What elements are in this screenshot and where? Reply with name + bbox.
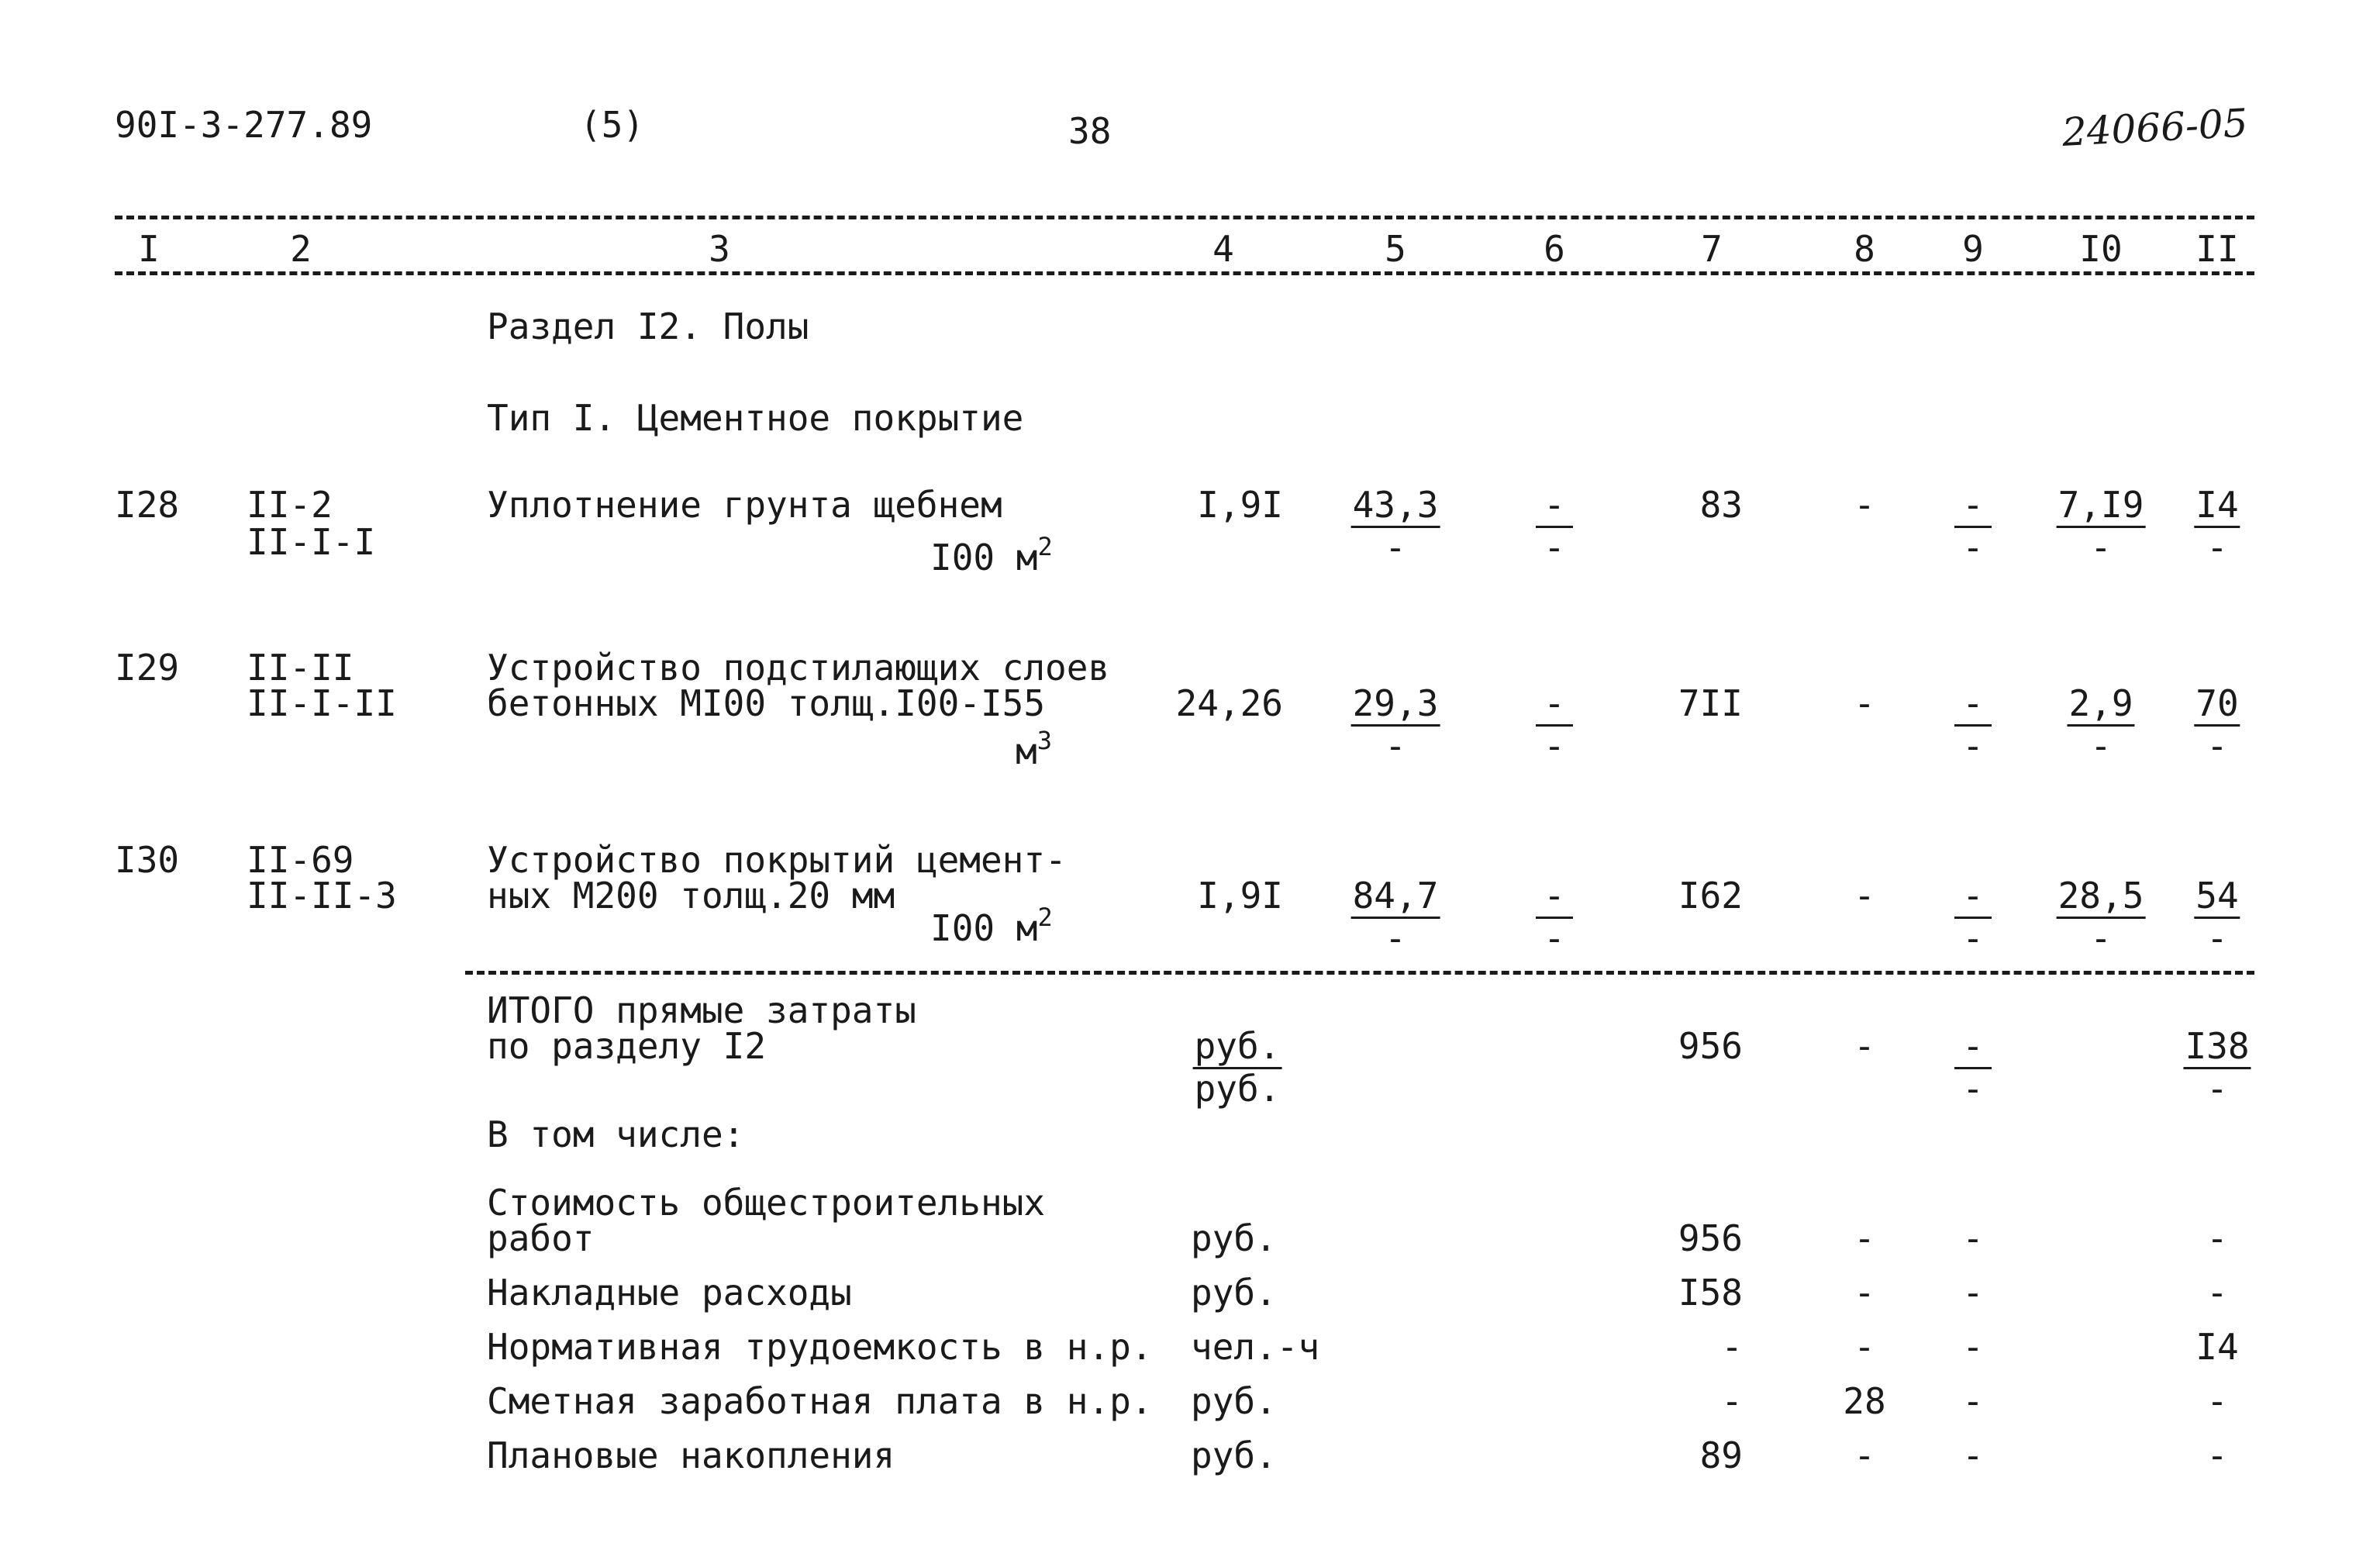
norm-code: II-69	[247, 839, 354, 881]
header-bottom-divider	[115, 271, 2254, 275]
breakdown-col9: -	[1962, 1380, 1984, 1422]
row-number: I30	[115, 839, 180, 881]
column-header-9: 9	[1962, 228, 1984, 270]
breakdown-col11: -	[2206, 1380, 2228, 1422]
breakdown-label: Стоимость общестроительных	[487, 1182, 1046, 1224]
totals-divider	[465, 971, 2254, 975]
breakdown-col7: I58	[1678, 1272, 1743, 1314]
breakdown-unit: руб.	[1191, 1217, 1277, 1259]
col6-fraction: - -	[1536, 487, 1573, 565]
column-header-6: 6	[1544, 228, 1565, 270]
row-number: I29	[115, 647, 180, 689]
work-description: Устройство подстилающих слоев	[487, 647, 1110, 689]
norm-code: II-II	[247, 647, 354, 689]
total-label: ИТОГО прямые затраты	[487, 989, 916, 1031]
work-description: Устройство покрытий цемент-	[487, 839, 1067, 881]
breakdown-col7: 956	[1678, 1217, 1743, 1259]
norm-code: II-2	[247, 484, 333, 526]
breakdown-unit: руб.	[1191, 1434, 1277, 1476]
col9-fraction: - -	[1954, 685, 1992, 764]
unit-cost-fraction: 29,3 -	[1352, 682, 1439, 767]
unit-of-measure: $м^3$	[1016, 725, 1052, 772]
unit-of-measure: I00 $м^2$	[930, 902, 1053, 949]
breakdown-col8: -	[1854, 1326, 1875, 1368]
column-header-5: 5	[1385, 228, 1406, 270]
column-header-4: 4	[1212, 228, 1234, 270]
breakdown-col11: -	[2206, 1272, 2228, 1314]
column-header-11: II	[2195, 228, 2239, 270]
breakdown-col11: I4	[2195, 1326, 2239, 1368]
row-number: I28	[115, 484, 180, 526]
breakdown-col9: -	[1962, 1434, 1984, 1476]
type-title: Тип I. Цементное покрытие	[487, 397, 1024, 439]
quantity: I,9I	[1197, 484, 1283, 526]
column-header-7: 7	[1701, 228, 1723, 270]
unit-of-measure: I00 $м^2$	[930, 531, 1053, 578]
breakdown-label: Нормативная трудоемкость в н.р.	[487, 1326, 1153, 1368]
work-description: Уплотнение грунта щебнем	[487, 484, 1002, 526]
handwritten-inventory-number: 24066-05	[2061, 100, 2249, 155]
including-label: В том числе:	[487, 1113, 745, 1155]
column-header-8: 8	[1854, 228, 1875, 270]
issue-number: (5)	[580, 104, 645, 146]
breakdown-label: Сметная заработная плата в н.р.	[487, 1380, 1153, 1422]
col6-fraction: - -	[1536, 878, 1573, 956]
norm-code-secondary: II-I-I	[247, 521, 376, 563]
breakdown-col9: -	[1962, 1217, 1984, 1259]
col8-value: -	[1854, 682, 1875, 724]
norm-code-secondary: II-I-II	[247, 682, 397, 724]
breakdown-label: Накладные расходы	[487, 1272, 852, 1314]
unit-cost-fraction: 84,7 -	[1352, 875, 1439, 959]
breakdown-unit: руб.	[1191, 1272, 1277, 1314]
section-title: Раздел I2. Полы	[487, 306, 809, 347]
total-cost: 956	[1678, 1025, 1743, 1067]
total-cost: I62	[1678, 875, 1743, 917]
breakdown-col11: -	[2206, 1217, 2228, 1259]
column-header-10: I0	[2079, 228, 2123, 270]
labor-per-unit-fraction: 28,5 -	[2057, 875, 2144, 959]
page-number: 38	[1068, 110, 1112, 152]
total-col9-fraction: - -	[1954, 1028, 1992, 1106]
unit-cost-fraction: 43,3 -	[1352, 484, 1439, 568]
work-description-line2: бетонных MI00 толщ.I00-I55	[487, 682, 1046, 724]
breakdown-unit: чел.-ч	[1191, 1326, 1320, 1368]
col9-fraction: - -	[1954, 487, 1992, 565]
col9-fraction: - -	[1954, 878, 1992, 956]
breakdown-col8: -	[1854, 1272, 1875, 1314]
norm-code-secondary: II-II-3	[247, 875, 397, 917]
total-cost: 7II	[1678, 682, 1743, 724]
total-labor-fraction: I38 -	[2185, 1025, 2250, 1110]
column-header-1: I	[138, 228, 160, 270]
labor-total-fraction: 70 -	[2195, 682, 2239, 767]
breakdown-col9: -	[1962, 1326, 1984, 1368]
breakdown-col8: 28	[1843, 1380, 1886, 1422]
breakdown-col9: -	[1962, 1272, 1984, 1314]
breakdown-unit: руб.	[1191, 1380, 1277, 1422]
quantity: I,9I	[1197, 875, 1283, 917]
total-label-line2: по разделу I2	[487, 1025, 767, 1067]
breakdown-label-line2: работ	[487, 1217, 595, 1259]
total-col8: -	[1854, 1025, 1875, 1067]
column-header-2: 2	[290, 228, 312, 270]
breakdown-col11: -	[2206, 1434, 2228, 1476]
col8-value: -	[1854, 484, 1875, 526]
labor-total-fraction: I4 -	[2195, 484, 2239, 568]
labor-per-unit-fraction: 7,I9 -	[2057, 484, 2144, 568]
document-code: 90I-3-277.89	[115, 104, 373, 146]
breakdown-col8: -	[1854, 1434, 1875, 1476]
work-description-line2: ных M200 толщ.20 мм	[487, 875, 895, 917]
col8-value: -	[1854, 875, 1875, 917]
col6-fraction: - -	[1536, 685, 1573, 764]
labor-total-fraction: 54 -	[2195, 875, 2239, 959]
breakdown-col7: -	[1721, 1326, 1743, 1368]
total-cost: 83	[1699, 484, 1743, 526]
breakdown-label: Плановые накопления	[487, 1434, 895, 1476]
breakdown-col8: -	[1854, 1217, 1875, 1259]
breakdown-col7: -	[1721, 1380, 1743, 1422]
breakdown-col7: 89	[1699, 1434, 1743, 1476]
total-unit-fraction: руб. руб.	[1194, 1025, 1281, 1110]
column-header-3: 3	[709, 228, 730, 270]
labor-per-unit-fraction: 2,9 -	[2068, 682, 2133, 767]
header-top-divider	[115, 216, 2254, 219]
quantity: 24,26	[1175, 682, 1283, 724]
